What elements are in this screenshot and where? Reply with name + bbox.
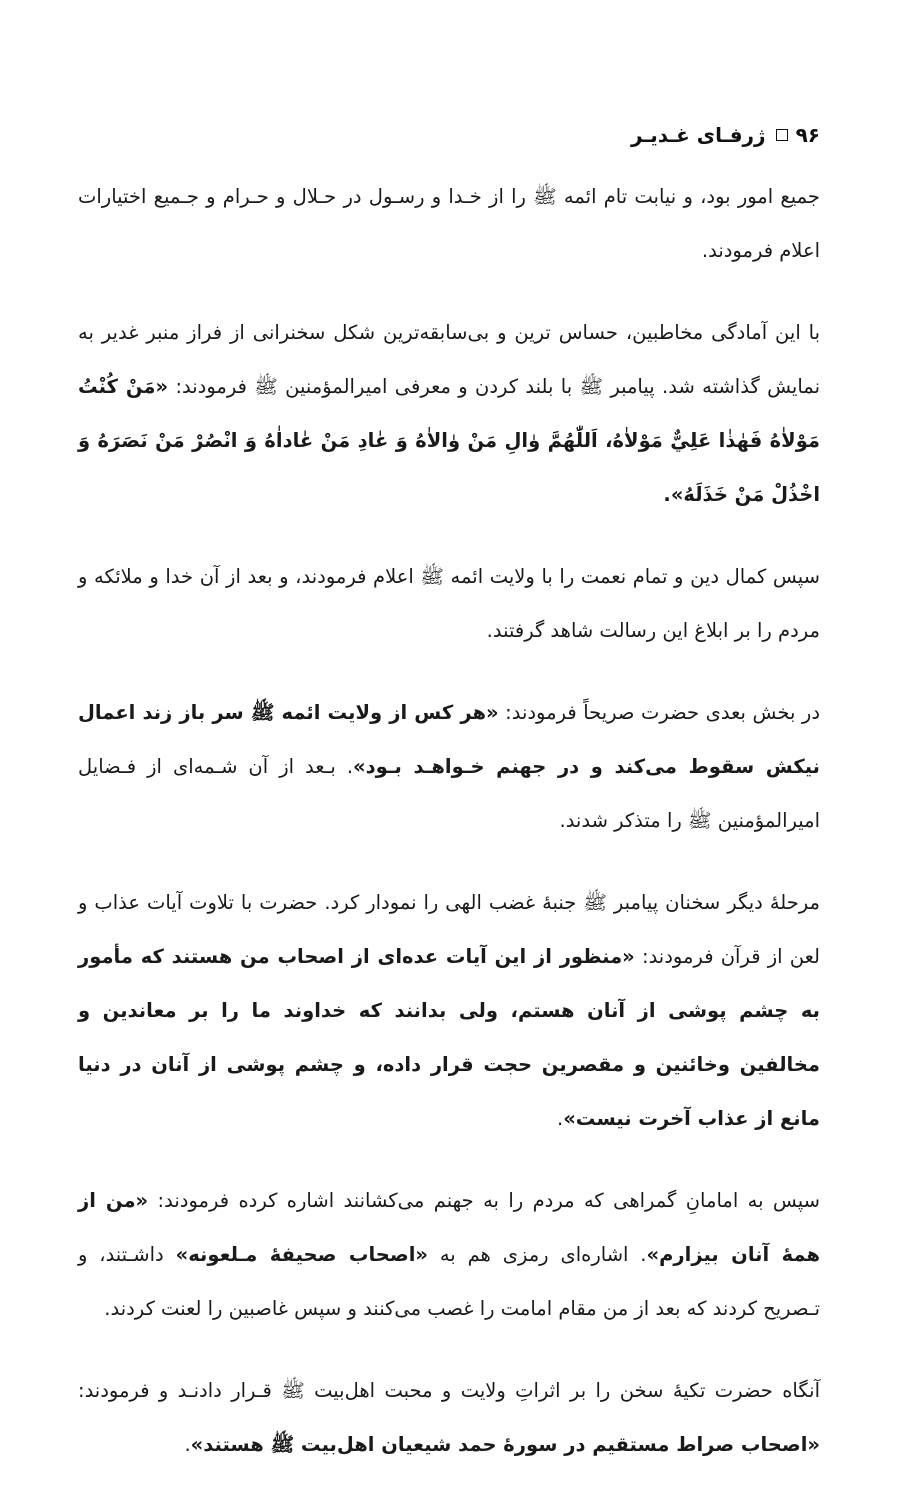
page-header: [631, 117, 820, 153]
paragraph-text: .: [184, 1433, 191, 1456]
paragraph-text: سپس به امامانِ گمراهی که مردم را به جهنم می‌کشانند اشاره کرده فرمودند:: [157, 1189, 821, 1212]
paragraph-text: سپس کمال دین و تمام نعمت را با ولایت ائمه ﷺ اعلام فرمودند، و بعد از آن خدا و ملائکه و مردم را بر ابلاغ این رسالت شاهد گرفتند.: [78, 565, 820, 642]
paragraph-text: داشـتند، و تـصریح کردند که بعد از من مقام امامت را غصب می‌کنند و سپس غاصبین را لعنت کردند.: [78, 1243, 820, 1320]
paragraph-text: جمیع امور بود، و نیابت تام ائمه ﷺ را از خـدا و رسـول در حـلال و حـرام و جـمیع اختیارات اعلام فرمودند.: [78, 185, 820, 262]
bold-quote: «منظور از این آیات عده‌ای از اصحاب من هستند که مأمور به چشم پوشی از آنان هستم، ولی بدانند که خداوند ما را بر معاندین و مخالفین وخائنین و مقصرین حجت قرار داده، و چشم پوشی از آنان در دنیا مانع از عذاب آخرت نیست»: [78, 945, 820, 1130]
book-page: [78, 0, 821, 1456]
header-square-ornament: [776, 129, 788, 141]
paragraph-text: . اشاره‌ای رمزی هم به: [439, 1243, 647, 1266]
paragraph-text: با این آمادگی مخاطبین، حساس ترین و بی‌سابقه‌ترین شکل سخنرانی از فراز منبر غدیر به نمایش گذاشته شد. پیامبر ﷺ با بلند کردن و معرفی امیرالمؤمنین ﷺ فرمودند:: [78, 321, 821, 398]
paragraph-text: آنگاه حضرت تکیهٔ سخن را بر اثراتِ ولایت و محبت اهل‌بیت ﷺ قـرار دادنـد و فرمودند:: [78, 1379, 820, 1402]
ghadir-hadith-quote: «مَنْ كُنْتُ مَوْلاٰهُ فَهٰذٰا عَلِيٌّ مَوْلاٰهُ، اَللّٰهُمَّ وٰالِ مَنْ وٰالاٰهُ وَ عٰادِ مَنْ عٰاداٰهُ وَ انْصُرْ مَنْ نَصَرَهُ وَ اخْذُلْ مَنْ خَذَلَهُ».: [78, 375, 820, 506]
paragraph-text: . بـعد از آن شـمه‌ای از فـضایل امیرالمؤمنین ﷺ را متذکر شدند.: [78, 755, 820, 832]
bold-quote: «من از همهٔ آنان بیزارم»: [78, 1189, 821, 1266]
paragraph-2: [78, 306, 820, 522]
paragraph-text: در بخش بعدی حضرت صریحاً فرمودند:: [505, 701, 821, 724]
book-title: ژرفـای غـدیـر: [630, 123, 766, 147]
paragraph-6: [78, 1174, 820, 1336]
paragraph-5: [78, 876, 820, 1146]
page-number: ۹۶: [795, 123, 820, 147]
paragraph-7: [78, 1364, 820, 1472]
paragraph-4: [78, 686, 820, 848]
bold-quote: «اصحاب صراط مستقیم در سورهٔ حمد شیعیان اهل‌بیت ﷺ هستند»: [190, 1433, 820, 1456]
paragraph-1: [78, 170, 820, 278]
paragraph-text: مرحلهٔ دیگر سخنان پیامبر ﷺ جنبهٔ غضب الهی را نمودار کرد. حضرت با تلاوت آیات عذاب و لعن از قرآن فرمودند:: [78, 891, 820, 968]
page-body: [78, 170, 820, 1500]
bold-quote: «اصحاب صحیفهٔ مـلعونه»: [175, 1243, 428, 1266]
paragraph-text: .: [557, 1107, 564, 1130]
paragraph-3: [78, 550, 820, 658]
bold-quote: «هر کس از ولایت ائمه ﷺ سر باز زند اعمال نیکش سقوط می‌کند و در جهنم خـواهـد بـود»: [78, 701, 820, 778]
